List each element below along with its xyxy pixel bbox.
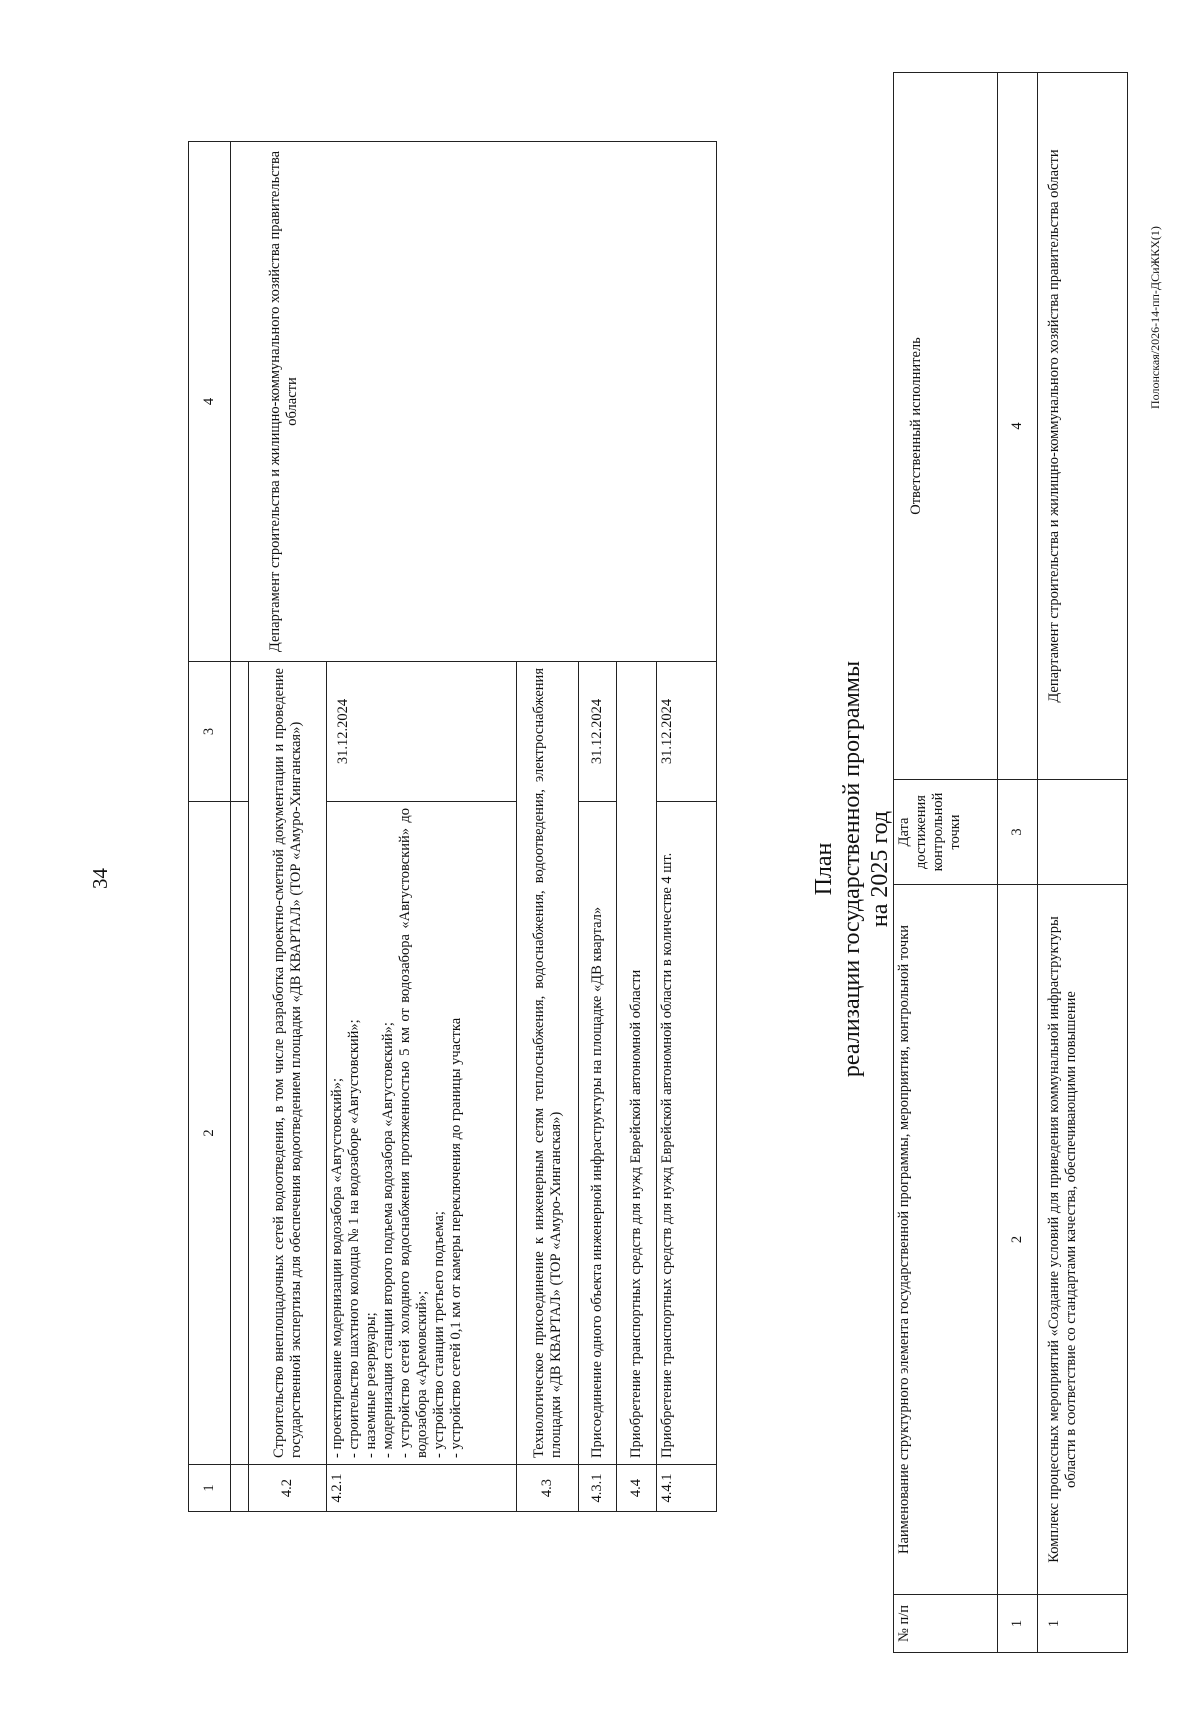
row-text-line: - проектирование модернизации водозабора «Августовский»; bbox=[329, 1077, 345, 1458]
row-text-line: Технологическое присоединение к инженерным сетям теплоснабжения, водоснабжения, водоотведения, электроснабжения площадки «ДВ КВАРТАЛ» (ТОР «Амуро-Хинганская») bbox=[530, 668, 564, 1458]
row-text bbox=[617, 662, 657, 1465]
row-date: 31.12.2024 bbox=[579, 662, 617, 802]
plan-title: План bbox=[811, 842, 837, 896]
spacer-row bbox=[231, 142, 249, 1512]
executor-text: Департамент строительства и жилищно-коммунального хозяйства правительства области bbox=[267, 150, 300, 653]
table2-header-row bbox=[894, 73, 998, 1653]
table2-number-row bbox=[998, 73, 1038, 1653]
plan-2025-table bbox=[893, 72, 1128, 1653]
page-number: 34 bbox=[88, 868, 112, 889]
plan-year: на 2025 год bbox=[867, 810, 893, 928]
header-cell: 4 bbox=[189, 142, 231, 662]
row-number: 4.3.1 bbox=[579, 1465, 617, 1512]
header-cell: Наименование структурного элемента государственной программы, мероприятия, контрольной точки bbox=[894, 885, 998, 1595]
row-text-line: - устройство сетей 0,1 км от камеры переключения до границы участка bbox=[448, 1017, 464, 1458]
header-cell: 2 bbox=[189, 802, 231, 1465]
row-date: 31.12.2024 bbox=[657, 662, 717, 802]
row-text bbox=[657, 802, 717, 1465]
row-executor: Департамент строительства и жилищно-коммунального хозяйства правительства области bbox=[1038, 73, 1128, 780]
table2-row bbox=[1038, 73, 1128, 1653]
plan-subtitle: реализации государственной программы bbox=[839, 660, 865, 1078]
row-text bbox=[579, 802, 617, 1465]
row-number: 4.2.1 bbox=[327, 1465, 517, 1512]
row-number: 4.4.1 bbox=[657, 1465, 717, 1512]
row-text bbox=[327, 802, 517, 1465]
plan-table-continued bbox=[188, 141, 717, 1512]
row-date bbox=[1038, 780, 1128, 885]
row-text-line: Приобретение транспортных средств для нужд Еврейской автономной области bbox=[628, 969, 644, 1458]
table-header-row bbox=[189, 142, 231, 1512]
row-text-line: - строительство шахтного колодца № 1 на водозаборе «Августовский»; bbox=[346, 1019, 362, 1458]
row-text: Комплекс процессных мероприятий «Создание условий для приведения коммунальной инфраструктуры области в соответствие со стандартами качества, обеспечивающими повышение bbox=[1038, 885, 1128, 1595]
executor-cell bbox=[231, 142, 717, 662]
header-cell: Дата достижения контрольной точки bbox=[894, 780, 998, 885]
row-text-line: - наземные резервуары; bbox=[363, 1312, 379, 1458]
row-text-line: Приобретение транспортных средств для нужд Еврейской автономной области в количестве 4 шт. bbox=[659, 852, 675, 1458]
header-cell: Ответственный исполнитель bbox=[894, 73, 998, 780]
row-number: 4.4 bbox=[617, 1465, 657, 1512]
row-text-line: - устройство сетей холодного водоснабжения протяженностью 5 км от водозабора «Августовский» до водозабора «Аремовский»; bbox=[397, 808, 430, 1458]
row-number: 4.3 bbox=[517, 1465, 579, 1512]
number-cell: 4 bbox=[998, 73, 1038, 780]
row-text bbox=[517, 662, 579, 1465]
header-cell: № п/п bbox=[894, 1595, 998, 1653]
row-date: 31.12.2024 bbox=[327, 662, 517, 802]
row-text-line: Строительство внеплощадочных сетей водоотведения, в том числе разработка проектно-сметной документации и проведение государственной экспертизы для обеспечения водоотведением площадки «ДВ КВАРТАЛ» (ТОР «Амуро-Хинганская») bbox=[270, 668, 304, 1458]
number-cell: 2 bbox=[998, 885, 1038, 1595]
row-text bbox=[249, 662, 327, 1465]
row-text-line: - модернизация станции второго подъема водозабора «Августовский»; bbox=[380, 1022, 396, 1458]
number-cell: 1 bbox=[998, 1595, 1038, 1653]
row-number: 4.2 bbox=[249, 1465, 327, 1512]
row-number: 1 bbox=[1038, 1595, 1128, 1653]
row-text-line: - устройство станции третьего подъема; bbox=[431, 1211, 447, 1458]
number-cell: 3 bbox=[998, 780, 1038, 885]
header-cell: 3 bbox=[189, 662, 231, 802]
footer-code: Полонская/2026-14-пп-ДСиЖКХ(1) bbox=[1148, 226, 1162, 409]
row-text-line: Присоединение одного объекта инженерной инфраструктуры на площадке «ДВ квартал» bbox=[589, 906, 605, 1458]
header-cell: 1 bbox=[189, 1465, 231, 1512]
